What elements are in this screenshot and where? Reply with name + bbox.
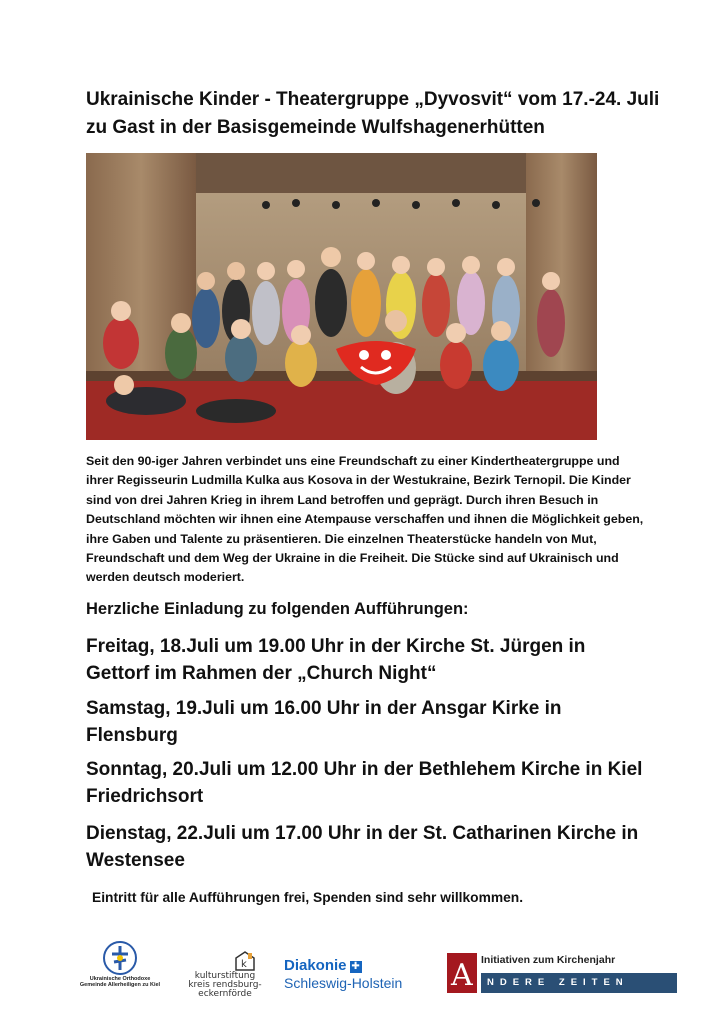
orthodox-emblem-icon <box>102 940 138 976</box>
orthodox-logo-line1: Ukrainische Orthodoxe <box>89 976 151 982</box>
diakonie-logo <box>284 958 434 998</box>
event-item: Freitag, 18.Juli um 19.00 Uhr in der Kirche St. Jürgen in Gettorf im Rahmen der „Church Night“ <box>86 636 586 684</box>
orthodox-community-logo <box>66 940 174 998</box>
diakonie-name: Diakonie <box>284 957 347 974</box>
event-item: Samstag, 19.Juli um 16.00 Uhr in der Ansgar Kirke in Flensburg <box>86 698 562 746</box>
kulturstiftung-mark-icon <box>234 950 256 972</box>
group-photo <box>86 153 597 440</box>
svg-text:A: A <box>451 958 473 993</box>
invitation-heading: Herzliche Einladung zu folgenden Aufführungen: <box>86 600 469 618</box>
andere-zeiten-mark-icon <box>447 953 477 993</box>
event-item: Dienstag, 22.Juli um 17.00 Uhr in der St. Catharinen Kirche in Westensee <box>86 823 639 871</box>
admission-note: Eintritt für alle Aufführungen frei, Spenden sind sehr willkommen. <box>92 890 524 905</box>
andere-zeiten-wordmark: NDERE ZEITEN <box>481 973 677 993</box>
orthodox-logo-line2: Gemeinde Allerheiligen zu Kiel <box>79 982 161 988</box>
kulturstiftung-text <box>180 972 270 999</box>
diakonie-cross-icon: ✚ <box>351 961 360 972</box>
andere-zeiten-tagline: Initiativen zum Kirchenjahr <box>481 954 616 966</box>
intro-paragraph: Seit den 90-iger Jahren verbindet uns eine Freundschaft zu einer Kindertheatergruppe und ihrer Regisseurin Ludmilla Kulka aus Kosova in der Westukraine, Bezirk Ternopil. Die Kinder sind von drei Jahren Krieg in ihrem Land betroffen und geprägt. Durch ihren Besuch in Deutschland möchten wir ihnen eine Atempause verschaffen und ihnen die Möglichkeit geben, ihre Gaben und Talente zu präsentieren. Die einzelnen Theaterstücke handeln von Mut, Freundschaft und dem Weg der Ukraine in die Freiheit. Die Stücke sind auf Ukrainisch und werden deutsch moderiert. <box>86 454 644 585</box>
kulturstiftung-line2: kreis rendsburg- <box>188 980 262 990</box>
diakonie-region: Schleswig-Holstein <box>284 975 403 991</box>
event-item: Sonntag, 20.Juli um 12.00 Uhr in der Bethlehem Kirche in Kiel Friedrichsort <box>86 759 643 807</box>
kulturstiftung-line1: kulturstiftung <box>194 971 256 981</box>
kulturstiftung-line3: eckernförde <box>198 989 252 999</box>
andere-zeiten-logo <box>447 953 677 993</box>
page-title: Ukrainische Kinder - Theatergruppe „Dyvosvit“ vom 17.-24. Juli zu Gast in der Basisgemeinde Wulfshagenerhütten <box>86 89 660 138</box>
svg-text:k: k <box>241 959 247 970</box>
photo-illustration <box>86 153 597 440</box>
kulturstiftung-logo <box>180 950 270 1000</box>
